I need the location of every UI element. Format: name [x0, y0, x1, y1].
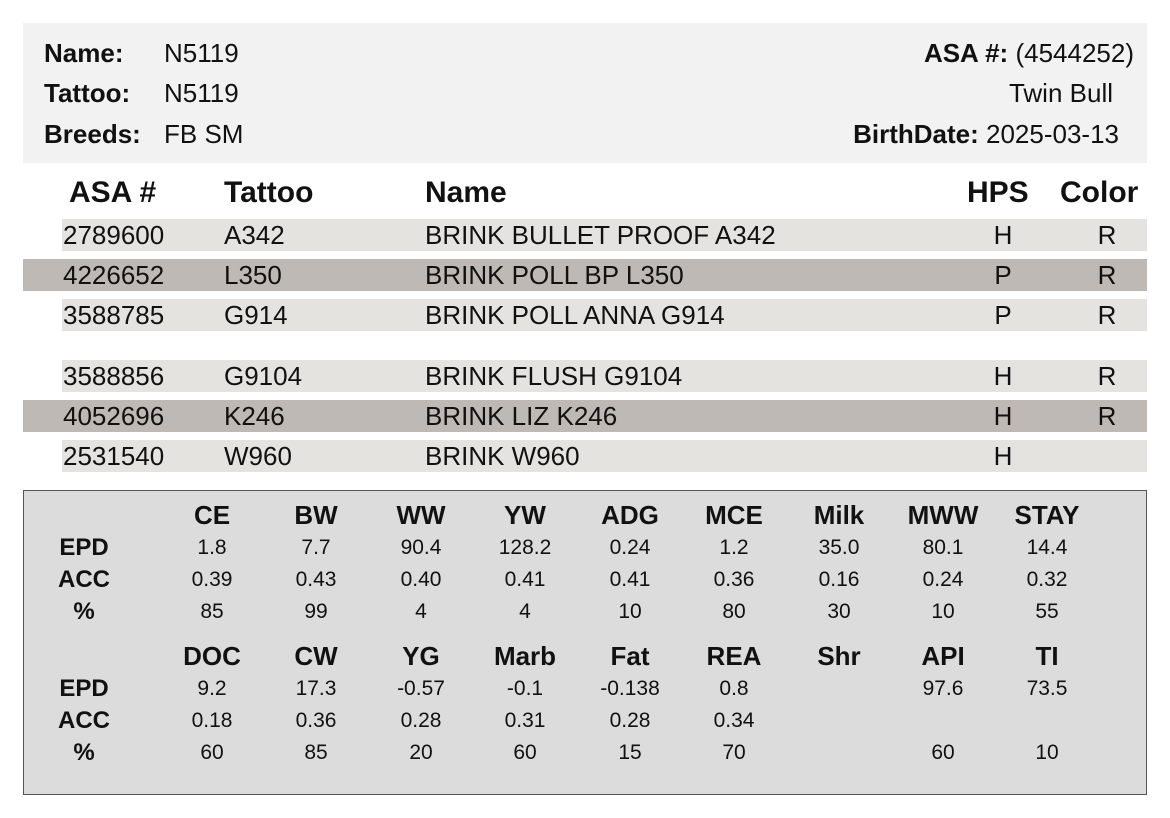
epd-trait-header: YG [402, 641, 440, 671]
epd-value-pct: 60 [513, 741, 537, 764]
epd-value-acc: 0.41 [609, 568, 651, 591]
epd-value-pct: 80 [722, 600, 746, 623]
pedigree-asa-text: 3588856 [63, 361, 165, 391]
epd-value-acc: 0.31 [504, 709, 546, 732]
pedigree-asa-text: 2531540 [63, 441, 165, 471]
epd-row-label-acc: ACC [58, 707, 110, 734]
epd-value-acc: 0.28 [609, 709, 651, 732]
epd-row-label-pct: % [73, 739, 95, 766]
pedigree-hps-text: H [993, 220, 1013, 250]
pedigree-row [62, 360, 1147, 392]
animal-sex: Twin Bull [1008, 78, 1113, 108]
epd-value-epd: 0.8 [719, 677, 749, 700]
epd-value-epd: 0.24 [609, 536, 651, 559]
epd-value-pct: 85 [200, 600, 224, 623]
epd-trait-header: CW [294, 641, 338, 671]
animal-tattoo: N5119 [164, 78, 239, 108]
epd-row-label-acc: ACC [58, 566, 110, 593]
pedigree-name [425, 219, 776, 251]
epd-trait-header: DOC [183, 641, 241, 671]
pedigree-hps-text: P [994, 260, 1012, 290]
epd-value-acc: 0.41 [504, 568, 546, 591]
pedigree-tattoo-text: K246 [224, 401, 285, 431]
pedigree-header [0, 173, 1170, 213]
sex-row [1009, 77, 1113, 109]
epd-trait-header: STAY [1014, 500, 1080, 530]
epd-value-epd: 90.4 [400, 536, 442, 559]
epd-value-epd: 1.2 [719, 536, 749, 559]
epd-row-label-pct: % [73, 598, 95, 625]
epd-panel [23, 490, 1147, 795]
epd-trait-header: Milk [813, 500, 865, 530]
pedigree-asa-text: 4226652 [63, 260, 165, 290]
tattoo-label: Tattoo: [44, 78, 131, 108]
pedigree-color-text: R [1097, 260, 1117, 290]
pedigree-name-text: BRINK BULLET PROOF A342 [425, 220, 776, 250]
epd-value-epd: 1.8 [197, 536, 227, 559]
pedigree-hps-text: P [994, 300, 1012, 330]
epd-trait-header: YW [504, 500, 546, 530]
epd-value-epd: 14.4 [1026, 536, 1068, 559]
epd-value-epd: 97.6 [922, 677, 964, 700]
pedigree-name-text: BRINK POLL BP L350 [425, 260, 684, 290]
epd-value-epd: 9.2 [197, 677, 227, 700]
pedigree-name [425, 400, 617, 432]
pedigree-name-text: BRINK FLUSH G9104 [425, 361, 683, 391]
epd-value-pct: 4 [415, 600, 427, 623]
pedigree-asa [63, 440, 164, 472]
pedigree-asa [63, 400, 164, 432]
epd-value-pct: 10 [931, 600, 955, 623]
epd-row-label-epd: EPD [59, 675, 109, 702]
epd-value-acc: 0.28 [400, 709, 442, 732]
pedigree-row [62, 440, 1147, 472]
pedigree-hps-text: H [993, 361, 1013, 391]
animal-breeds: FB SM [164, 119, 244, 149]
epd-value-acc: 0.43 [295, 568, 337, 591]
epd-value-pct: 10 [1035, 741, 1059, 764]
col-tattoo: Tattoo [224, 176, 314, 209]
epd-trait-header: Fat [610, 641, 650, 671]
pedigree-tattoo [224, 259, 282, 291]
pedigree-color-text: R [1097, 401, 1117, 431]
epd-value-acc: 0.24 [922, 568, 964, 591]
pedigree-asa [63, 219, 164, 251]
pedigree-name-text: BRINK LIZ K246 [425, 401, 618, 431]
animal-birthdate: 2025-03-13 [986, 119, 1119, 149]
epd-trait-header: TI [1035, 641, 1059, 671]
epd-value-epd: 17.3 [295, 677, 337, 700]
name-label: Name: [44, 38, 124, 68]
pedigree-hps-text: H [993, 441, 1013, 471]
epd-value-epd: 35.0 [818, 536, 860, 559]
asa-row [924, 37, 1134, 69]
pedigree-tattoo [224, 219, 285, 251]
pedigree-name [425, 440, 580, 472]
pedigree-hps-text: H [993, 401, 1013, 431]
pedigree-tattoo [224, 360, 302, 392]
epd-value-pct: 20 [409, 741, 433, 764]
pedigree-row [23, 400, 1147, 432]
epd-value-pct: 30 [827, 600, 851, 623]
epd-trait-header: Shr [817, 641, 861, 671]
pedigree-tattoo [224, 400, 285, 432]
epd-value-pct: 85 [304, 741, 328, 764]
epd-trait-header: API [921, 641, 965, 671]
epd-value-acc: 0.32 [1026, 568, 1068, 591]
epd-value-epd: 128.2 [498, 536, 552, 559]
breeds-row [44, 118, 243, 150]
pedigree-tattoo-text: L350 [224, 260, 282, 290]
pedigree-tattoo-text: A342 [224, 220, 285, 250]
pedigree-tattoo [224, 440, 292, 472]
epd-value-pct: 70 [722, 741, 746, 764]
epd-value-pct: 10 [618, 600, 642, 623]
epd-trait-header: Marb [493, 641, 557, 671]
animal-header [23, 23, 1147, 163]
epd-value-epd: 80.1 [922, 536, 964, 559]
animal-asa: (4544252) [1015, 38, 1134, 68]
pedigree-color-text: R [1097, 220, 1117, 250]
epd-value-acc: 0.16 [818, 568, 860, 591]
epd-value-epd: -0.1 [506, 677, 544, 700]
epd-trait-header: BW [294, 500, 338, 530]
epd-value-epd: 73.5 [1026, 677, 1068, 700]
pedigree-asa-text: 2789600 [63, 220, 165, 250]
pedigree-name [425, 360, 682, 392]
pedigree-tattoo-text: G914 [224, 300, 288, 330]
pedigree-tattoo-text: G9104 [224, 361, 303, 391]
pedigree-asa [63, 360, 164, 392]
birthdate-row [853, 118, 1119, 150]
pedigree-color-text: R [1097, 361, 1117, 391]
epd-value-epd: 7.7 [301, 536, 331, 559]
epd-value-pct: 60 [200, 741, 224, 764]
epd-value-pct: 60 [931, 741, 955, 764]
epd-value-pct: 15 [618, 741, 642, 764]
pedigree-name [425, 299, 725, 331]
pedigree-asa [63, 299, 164, 331]
epd-trait-header: CE [193, 500, 231, 530]
pedigree-name-text: BRINK POLL ANNA G914 [425, 300, 725, 330]
tattoo-row [44, 77, 239, 109]
epd-trait-header: WW [396, 500, 446, 530]
pedigree-tattoo-text: W960 [224, 441, 292, 471]
pedigree-asa-text: 4052696 [63, 401, 165, 431]
pedigree-name [425, 259, 684, 291]
epd-trait-header: ADG [601, 500, 659, 530]
pedigree-asa-text: 3588785 [63, 300, 165, 330]
epd-trait-header: MWW [907, 500, 979, 530]
name-row [44, 37, 239, 69]
epd-value-acc: 0.36 [713, 568, 755, 591]
birthdate-label: BirthDate: [853, 119, 979, 149]
epd-value-acc: 0.40 [400, 568, 442, 591]
pedigree-name-text: BRINK W960 [425, 441, 580, 471]
pedigree-row [62, 219, 1147, 251]
col-name: Name [425, 176, 507, 209]
pedigree-asa [63, 259, 164, 291]
col-asa: ASA # [69, 176, 157, 209]
epd-trait-header: MCE [705, 500, 763, 530]
pedigree-tattoo [224, 299, 288, 331]
animal-name: N5119 [164, 38, 239, 68]
epd-value-epd: -0.138 [600, 677, 660, 700]
breeds-label: Breeds: [44, 119, 141, 149]
epd-value-acc: 0.39 [191, 568, 233, 591]
pedigree-row [62, 299, 1147, 331]
epd-value-pct: 99 [304, 600, 328, 623]
col-color: Color [1060, 176, 1139, 209]
epd-value-pct: 4 [519, 600, 531, 623]
epd-value-epd: -0.57 [397, 677, 445, 700]
asa-label: ASA #: [923, 38, 1009, 68]
epd-value-acc: 0.34 [713, 709, 755, 732]
pedigree-row [23, 259, 1147, 291]
col-hps: HPS [967, 176, 1029, 209]
epd-value-acc: 0.18 [191, 709, 233, 732]
pedigree-color-text: R [1097, 300, 1117, 330]
epd-value-pct: 55 [1035, 600, 1059, 623]
epd-value-acc: 0.36 [295, 709, 337, 732]
epd-trait-header: REA [706, 641, 762, 671]
epd-row-label-epd: EPD [59, 534, 109, 561]
